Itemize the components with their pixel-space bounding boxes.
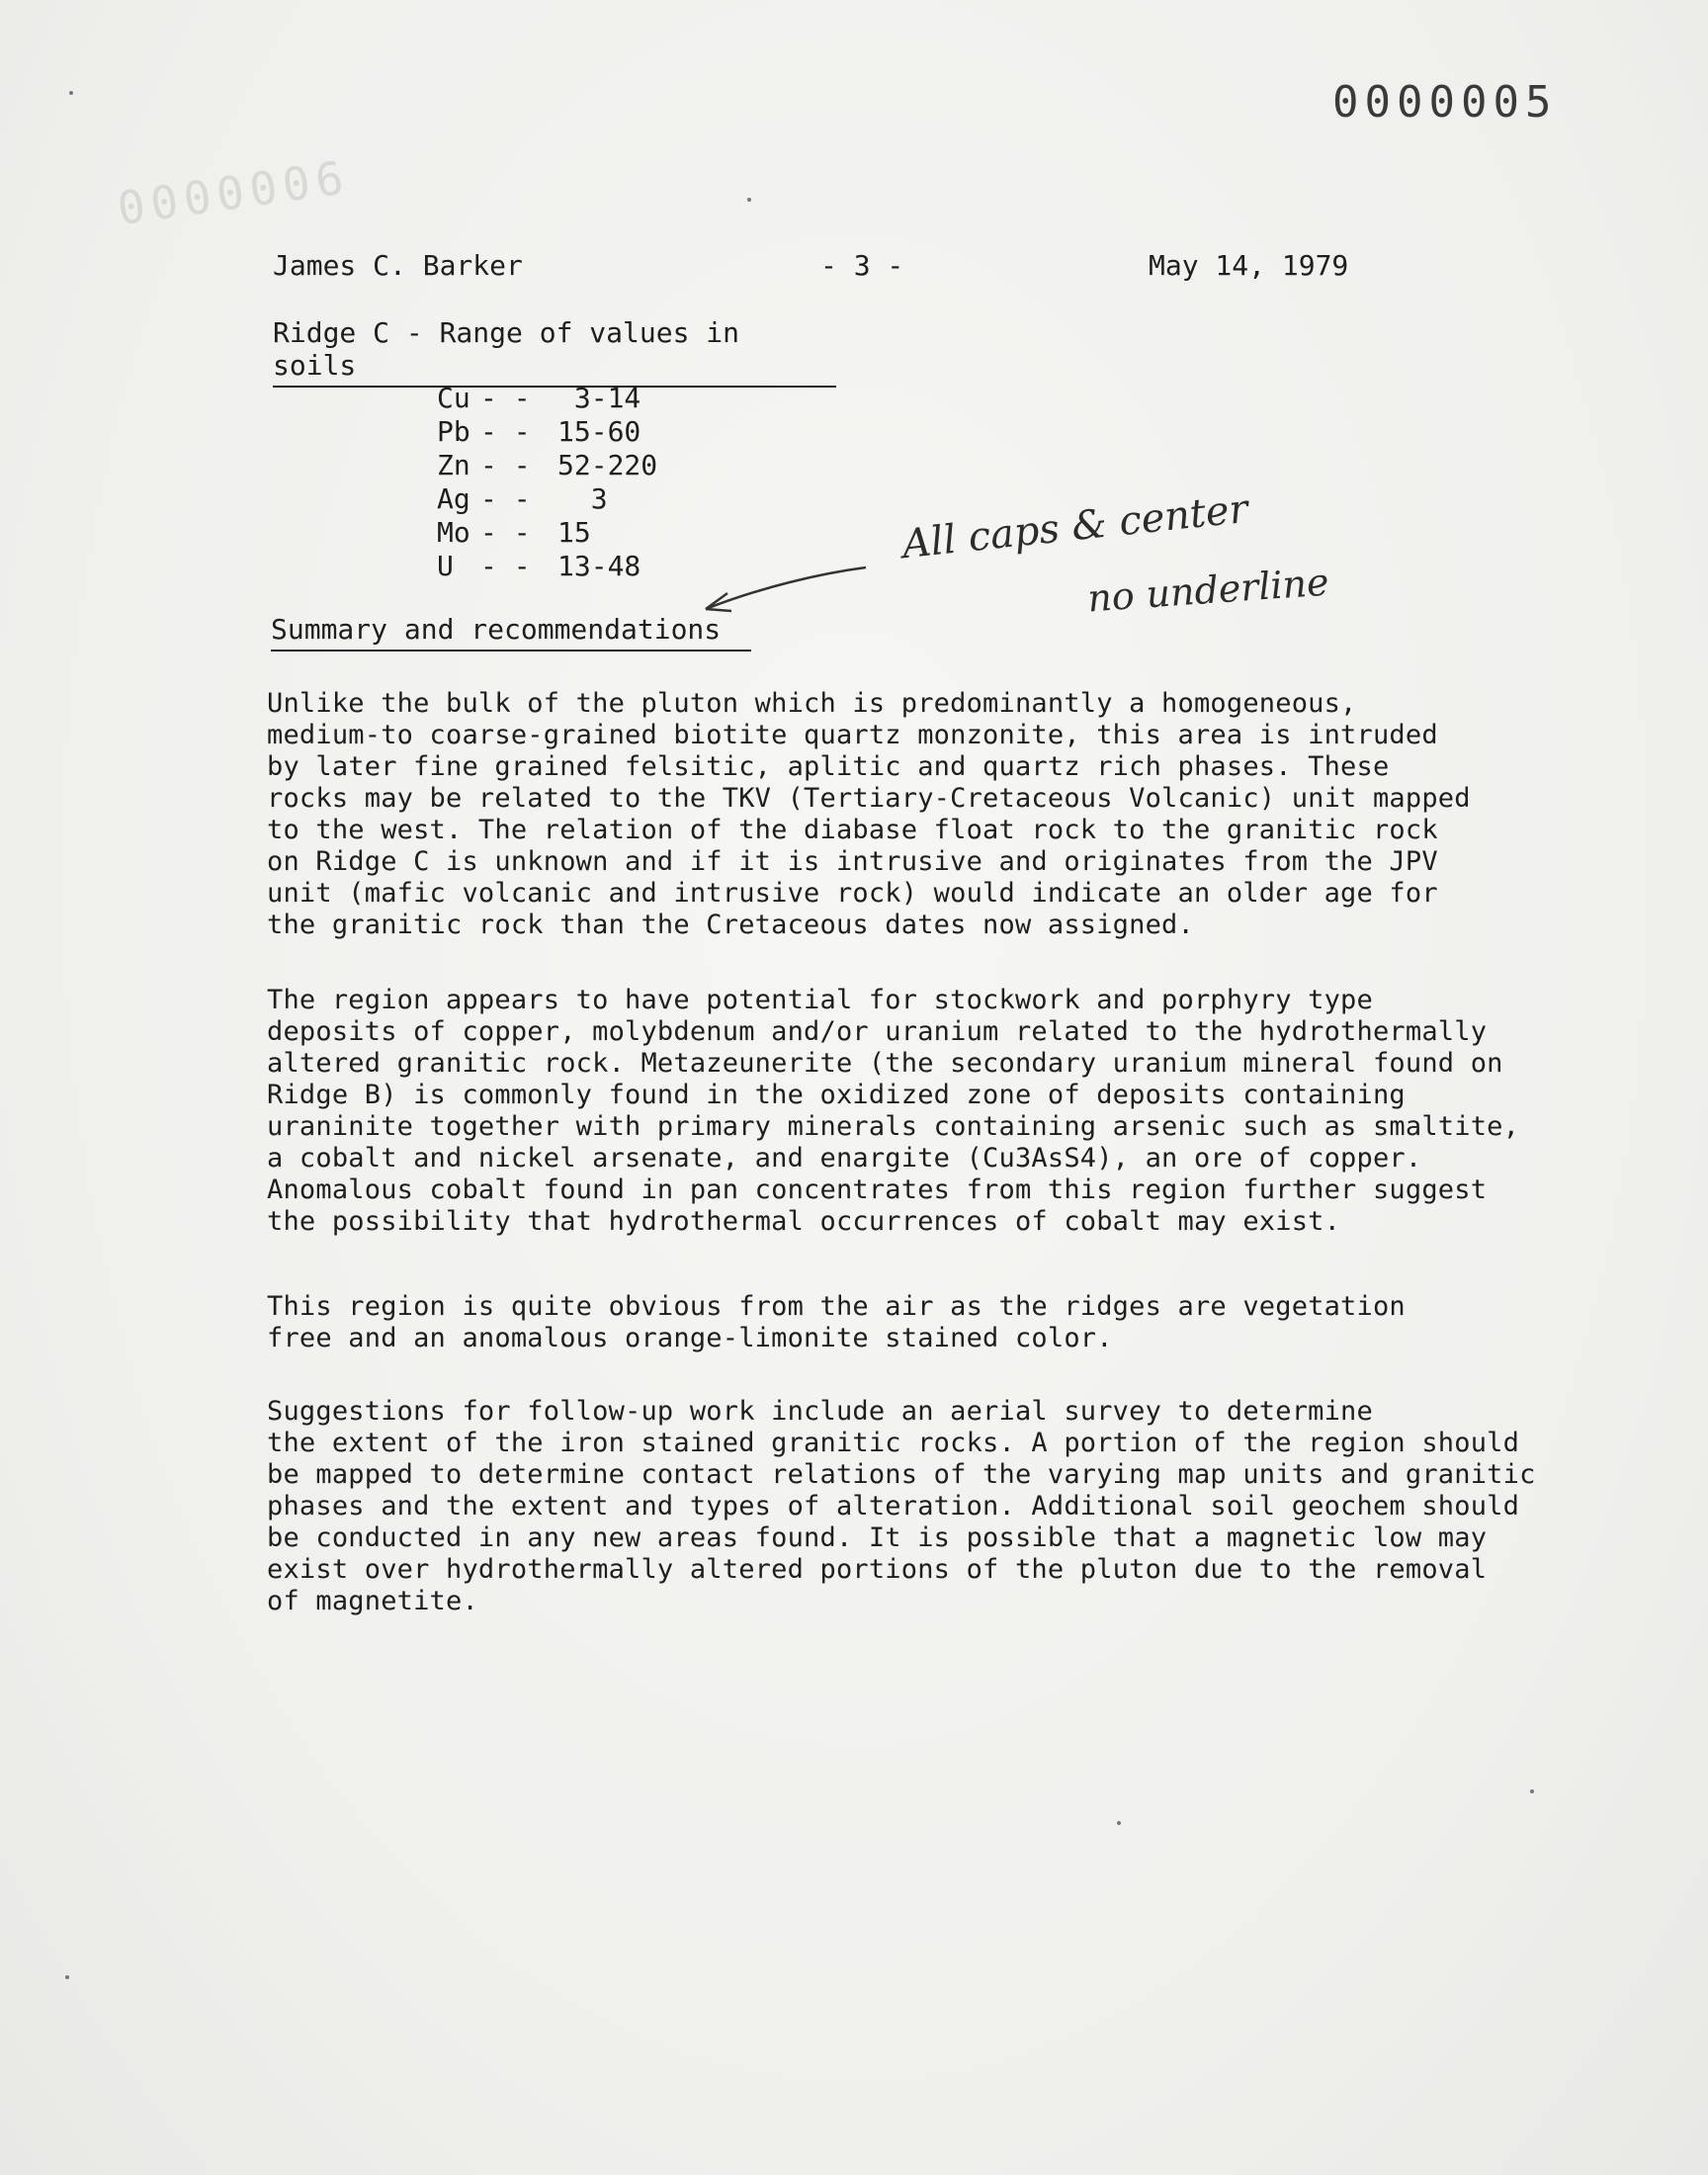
- document-id-stamp: 0000005: [1332, 77, 1558, 128]
- value-range: 3: [557, 482, 608, 515]
- header-date: May 14, 1979: [1149, 249, 1349, 282]
- paragraph-aerial-visibility: This region is quite obvious from the air as the ridges are vegetation free and an anomalous orange-limonite stained color.: [267, 1291, 1406, 1353]
- value-row: [437, 550, 657, 583]
- scan-speck: [69, 91, 73, 95]
- section-heading-summary: Summary and recommendations: [271, 613, 751, 652]
- value-dash: - -: [480, 482, 531, 515]
- scan-speck: [65, 1975, 69, 1979]
- value-dash: - -: [480, 516, 531, 549]
- element-symbol: Mo: [437, 516, 470, 549]
- element-symbol: Zn: [437, 449, 470, 481]
- bleed-through-id: 0000006: [114, 149, 353, 236]
- scan-speck: [1530, 1789, 1534, 1793]
- value-range: 52-220: [557, 449, 658, 481]
- value-dash: - -: [480, 550, 531, 582]
- value-row: [437, 482, 657, 516]
- element-symbol: U: [437, 550, 454, 582]
- handwritten-note-line2: no underline: [1085, 560, 1330, 621]
- paragraph-geology: Unlike the bulk of the pluton which is predominantly a homogeneous, medium-to coarse-grained biotite quartz monzonite, this area is intruded by later fine grained felsitic, aplitic and quartz rich phases. These rocks may be related to the TKV (Tertiary-Cretaceous Volcanic) unit mapped to the west. The relation of the diabase float rock to the granitic rock on Ridge C is unknown and if it is intrusive and originates from the JPV unit (mafic volcanic and intrusive rock) would indicate an older age for the granitic rock than the Cretaceous dates now assigned.: [267, 688, 1471, 940]
- value-dash: - -: [480, 415, 531, 448]
- value-row: [437, 449, 657, 482]
- soil-values-list: [437, 382, 657, 583]
- header-page-number: - 3 -: [820, 249, 904, 282]
- scan-speck: [1117, 1821, 1121, 1825]
- value-row: [437, 415, 657, 449]
- handwritten-note-line1: All caps & center: [899, 485, 1250, 568]
- paragraph-follow-up: Suggestions for follow-up work include an aerial survey to determine the extent of the iron stained granitic rocks. A portion of the region should be mapped to determine contact relations of the varying map units and granitic phases and the extent and types of alteration. Additional soil geochem should be conducted in any new areas found. It is possible that a magnetic low may exist over hydrothermally altered portions of the pluton due to the removal of magnetite.: [267, 1396, 1536, 1616]
- section-heading-ridge-c: Ridge C - Range of values in soils: [273, 316, 836, 388]
- element-symbol: Cu: [437, 382, 470, 414]
- value-range: 3-14: [557, 382, 641, 414]
- element-symbol: Ag: [437, 482, 470, 515]
- header-author: James C. Barker: [273, 249, 523, 282]
- value-row: [437, 516, 657, 550]
- scan-speck: [747, 198, 751, 202]
- value-row: [437, 382, 657, 415]
- value-range: 15: [557, 516, 591, 549]
- value-range: 13-48: [557, 550, 641, 582]
- paragraph-potential: The region appears to have potential for stockwork and porphyry type deposits of copper, molybdenum and/or uranium related to the hydrothermally altered granitic rock. Metazeunerite (the secondary uranium mineral found on Ridge B) is commonly found in the oxidized zone of deposits containing uraninite together with primary minerals containing arsenic such as smaltite, a cobalt and nickel arsenate, and enargite (Cu3AsS4), an ore of copper. Anomalous cobalt found in pan concentrates from this region further suggest the possibility that hydrothermal occurrences of cobalt may exist.: [267, 985, 1520, 1237]
- element-symbol: Pb: [437, 415, 470, 448]
- value-dash: - -: [480, 382, 531, 414]
- value-dash: - -: [480, 449, 531, 481]
- value-range: 15-60: [557, 415, 641, 448]
